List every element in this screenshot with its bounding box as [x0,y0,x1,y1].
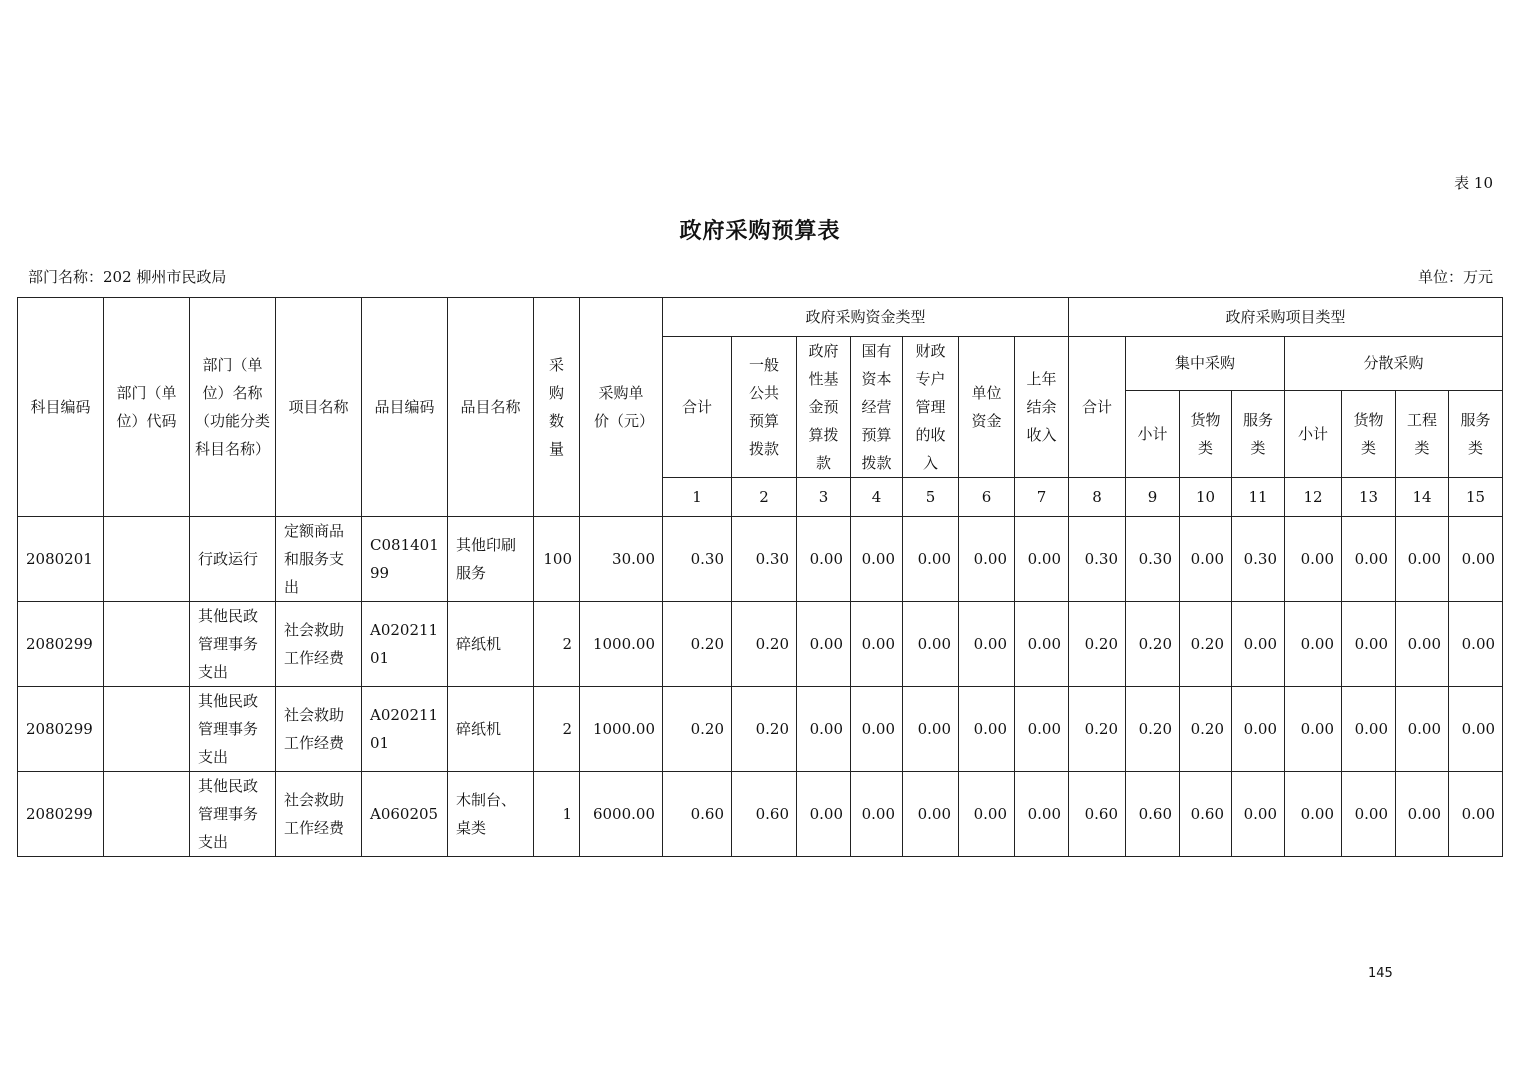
table-body [18,517,1503,857]
header-state-capital: 国有资本经营预算拨款 [851,337,903,478]
amount-cell: 0.00 [1180,517,1232,602]
item-code-cell: C08140199 [362,517,448,602]
header-item-code: 品目编码 [362,298,448,517]
amount-cell: 0.00 [1285,687,1342,772]
item-name-cell: 木制台、桌类 [448,772,534,857]
amount-cell: 0.00 [903,772,959,857]
column-number: 14 [1396,478,1449,517]
amount-cell: 0.30 [663,517,732,602]
amount-cell: 0.30 [1126,517,1180,602]
subject-code-cell: 2080299 [18,772,104,857]
amount-cell: 0.00 [1342,772,1396,857]
header-d-goods: 货物类 [1342,390,1396,477]
amount-cell: 0.00 [1232,687,1285,772]
amount-cell: 0.00 [1342,687,1396,772]
header-dept-code: 部门（单位）代码 [104,298,190,517]
amount-cell: 0.20 [732,602,797,687]
amount-cell: 0.00 [1015,687,1069,772]
header-decentralized: 分散采购 [1285,337,1503,391]
column-number: 15 [1449,478,1503,517]
unit-price-cell: 6000.00 [580,772,663,857]
quantity-cell: 2 [534,687,580,772]
header-special-account: 财政专户管理的收入 [903,337,959,478]
amount-cell: 0.60 [1180,772,1232,857]
header-quantity: 采购数量 [534,298,580,517]
amount-cell: 0.00 [1449,517,1503,602]
page-title: 政府采购预算表 [679,218,841,244]
amount-cell: 0.00 [1232,602,1285,687]
header-general-budget: 一般公共预算拨款 [732,337,797,478]
amount-cell: 0.00 [959,772,1015,857]
header-c-subtotal: 小计 [1126,390,1180,477]
amount-cell: 0.00 [1396,602,1449,687]
page-number: 145 [1368,966,1393,981]
amount-cell: 0.20 [1180,687,1232,772]
header-c-service: 服务类 [1232,390,1285,477]
unit-price-cell: 30.00 [580,517,663,602]
procurement-budget-table [17,297,1503,857]
column-number: 3 [797,478,851,517]
column-number: 10 [1180,478,1232,517]
item-code-cell: A02021101 [362,602,448,687]
quantity-cell: 1 [534,772,580,857]
amount-cell: 0.30 [1069,517,1126,602]
amount-cell: 0.20 [1069,602,1126,687]
header-d-service: 服务类 [1449,390,1503,477]
amount-cell: 0.20 [1126,687,1180,772]
header-c-goods: 货物类 [1180,390,1232,477]
header-project-total: 合计 [1069,337,1126,478]
amount-cell: 0.00 [1285,517,1342,602]
project-name-cell: 社会救助工作经费 [276,687,362,772]
amount-cell: 0.00 [1396,687,1449,772]
table-row [18,517,1503,602]
subject-code-cell: 2080299 [18,602,104,687]
column-number: 7 [1015,478,1069,517]
amount-cell: 0.00 [1285,772,1342,857]
dept-name-cell: 其他民政管理事务支出 [190,772,276,857]
header-item-name: 品目名称 [448,298,534,517]
amount-cell: 0.00 [959,517,1015,602]
header-project-type: 政府采购项目类型 [1069,298,1503,337]
amount-cell: 0.00 [851,687,903,772]
header-dept-name: 部门（单位）名称（功能分类科目名称） [190,298,276,517]
amount-cell: 0.00 [797,687,851,772]
amount-cell: 0.00 [797,772,851,857]
project-name-cell: 定额商品和服务支出 [276,517,362,602]
header-fund-type: 政府采购资金类型 [663,298,1069,337]
amount-cell: 0.20 [663,687,732,772]
column-number: 11 [1232,478,1285,517]
amount-cell: 0.00 [1449,602,1503,687]
quantity-cell: 100 [534,517,580,602]
amount-cell: 0.00 [1015,602,1069,687]
item-code-cell: A02021101 [362,687,448,772]
dept-name-cell: 行政运行 [190,517,276,602]
amount-cell: 0.60 [663,772,732,857]
amount-cell: 0.00 [959,602,1015,687]
amount-cell: 0.00 [1285,602,1342,687]
amount-cell: 0.20 [732,687,797,772]
header-fund-total: 合计 [663,337,732,478]
amount-cell: 0.00 [1015,517,1069,602]
table-row [18,687,1503,772]
unit-price-cell: 1000.00 [580,687,663,772]
amount-cell: 0.00 [1449,772,1503,857]
subject-code-cell: 2080201 [18,517,104,602]
header-unit-fund: 单位资金 [959,337,1015,478]
amount-cell: 0.30 [732,517,797,602]
amount-cell: 0.00 [1015,772,1069,857]
dept-code-cell [104,517,190,602]
column-number: 13 [1342,478,1396,517]
amount-cell: 0.00 [903,687,959,772]
header-d-subtotal: 小计 [1285,390,1342,477]
project-name-cell: 社会救助工作经费 [276,772,362,857]
header-carryover: 上年结余收入 [1015,337,1069,478]
amount-cell: 0.00 [1342,602,1396,687]
column-number: 6 [959,478,1015,517]
column-number: 1 [663,478,732,517]
header-d-engineering: 工程类 [1396,390,1449,477]
amount-cell: 0.00 [851,517,903,602]
header-unit-price: 采购单价（元） [580,298,663,517]
column-number: 8 [1069,478,1126,517]
amount-cell: 0.00 [1342,517,1396,602]
header-gov-fund: 政府性基金预算拨款 [797,337,851,478]
table-row [18,602,1503,687]
amount-cell: 0.00 [1232,772,1285,857]
column-number: 12 [1285,478,1342,517]
amount-cell: 0.00 [1396,772,1449,857]
subject-code-cell: 2080299 [18,687,104,772]
amount-cell: 0.00 [903,517,959,602]
column-number: 2 [732,478,797,517]
amount-cell: 0.20 [1069,687,1126,772]
amount-cell: 0.00 [1396,517,1449,602]
dept-code-cell [104,772,190,857]
item-name-cell: 其他印刷服务 [448,517,534,602]
amount-cell: 0.00 [903,602,959,687]
amount-cell: 0.00 [851,772,903,857]
dept-name-cell: 其他民政管理事务支出 [190,602,276,687]
amount-cell: 0.60 [1069,772,1126,857]
amount-cell: 0.60 [732,772,797,857]
amount-cell: 0.20 [663,602,732,687]
amount-cell: 0.00 [1449,687,1503,772]
table-tag: 表 10 [1454,174,1493,192]
item-name-cell: 碎纸机 [448,687,534,772]
amount-cell: 0.00 [797,602,851,687]
unit-price-cell: 1000.00 [580,602,663,687]
amount-cell: 0.20 [1126,602,1180,687]
amount-cell: 0.60 [1126,772,1180,857]
column-number: 4 [851,478,903,517]
department-label: 部门名称：202 柳州市民政局 [28,268,227,286]
amount-cell: 0.30 [1232,517,1285,602]
unit-label: 单位：万元 [1417,268,1493,286]
project-name-cell: 社会救助工作经费 [276,602,362,687]
column-number: 5 [903,478,959,517]
header-subject-code: 科目编码 [18,298,104,517]
amount-cell: 0.00 [797,517,851,602]
amount-cell: 0.00 [959,687,1015,772]
amount-cell: 0.00 [851,602,903,687]
table-row [18,772,1503,857]
dept-code-cell [104,602,190,687]
header-centralized: 集中采购 [1126,337,1285,391]
amount-cell: 0.20 [1180,602,1232,687]
header-project-name: 项目名称 [276,298,362,517]
dept-code-cell [104,687,190,772]
item-name-cell: 碎纸机 [448,602,534,687]
column-number: 9 [1126,478,1180,517]
quantity-cell: 2 [534,602,580,687]
dept-name-cell: 其他民政管理事务支出 [190,687,276,772]
item-code-cell: A060205 [362,772,448,857]
